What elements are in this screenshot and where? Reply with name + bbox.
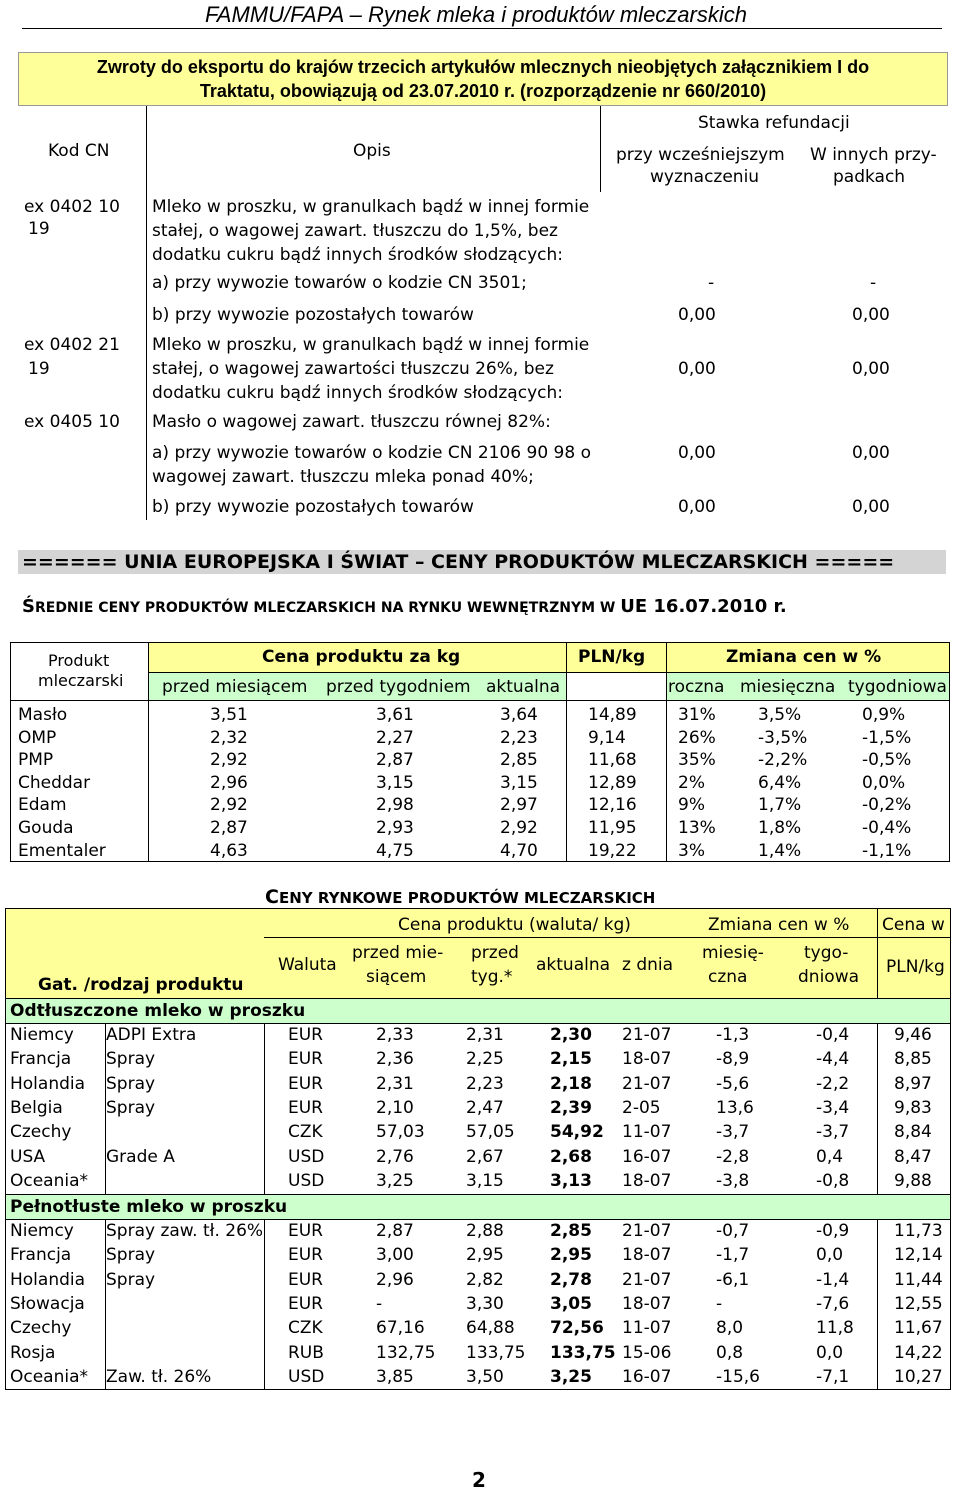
table-cell: 2,85 [500,750,538,771]
table-cell: 54,92 [550,1122,604,1143]
h-type: Gat. /rodzaj produktu [38,975,244,995]
table-cell: 3,30 [466,1293,504,1314]
refund-rate-b: 0,00 [852,443,890,463]
table-cell: 132,75 [376,1342,436,1363]
country-name: Francja [10,1245,72,1266]
table-cell: 16-07 [622,1366,672,1387]
table-cell: 2% [678,772,705,793]
table-cell: 2,78 [550,1269,592,1290]
table-cell: RUB [288,1342,324,1363]
table-cell: -0,8 [816,1170,850,1191]
table-cell: -3,7 [716,1122,750,1143]
table-cell: 2,32 [210,727,248,748]
table-cell: 2,15 [550,1049,592,1070]
table-cell: 3,85 [376,1366,414,1387]
table-cell: 21-07 [622,1025,672,1045]
table-cell: 2,92 [210,795,248,816]
table-cell: 2,98 [376,795,414,816]
table-cell: -2,2 [816,1073,850,1094]
h-market-change: Zmiana cen w % [708,915,850,935]
h-currency: Waluta [278,955,337,975]
h-m-week-2: tyg.* [471,967,513,987]
country-name: Oceania* [10,1366,89,1387]
table-cell: 3,15 [376,772,414,793]
table-cell: USD [288,1146,325,1167]
table-cell: 133,75 [466,1342,526,1363]
table-cell: 3,15 [466,1170,504,1191]
refund-desc: dodatku cukru bądź innych środków słodzących: [152,245,563,265]
table-cell: EUR [288,1049,323,1070]
table-cell: -3,5% [758,727,808,748]
h-m-weekly-1: tygo- [804,943,849,963]
table-cell: 72,56 [550,1318,604,1339]
avg-prices-title: ŚREDNIE CENY PRODUKTÓW MLECZARSKICH NA RYNKU WEWNĘTRZNYM W UE 16.07.2010 r. [22,596,787,617]
product-name: Masło [18,705,68,725]
table-cell: -5,6 [716,1073,750,1094]
table-cell: EUR [288,1221,323,1241]
table-cell: 35% [678,750,716,771]
table-cell: 3,61 [376,705,414,725]
refund-desc: Mleko w proszku, w granulkach bądź w innej formie [152,197,590,217]
table-cell: 57,05 [466,1122,515,1143]
refund-code: 19 [28,219,50,239]
table-cell: -0,2% [862,795,912,816]
table-cell: 2,96 [376,1269,414,1290]
table-cell: 11,67 [894,1318,943,1339]
h-m-monthly-2: czna [708,967,748,987]
h-now: aktualna [486,677,561,697]
table-cell: 2,97 [500,795,538,816]
refund-rate-b: 0,00 [852,305,890,325]
table-cell: 2,88 [466,1221,504,1241]
col-rate-header: Stawka refundacji [698,113,850,133]
avg-table-grid [10,642,950,862]
col-code-header: Kod CN [48,141,110,161]
h-year: roczna [668,677,725,697]
table-cell: 2,87 [376,1221,414,1241]
table-cell: Spray [106,1049,156,1070]
h-product-2: mleczarski [38,671,124,690]
table-cell: 0,9% [862,705,906,725]
refund-desc: stałej, o wagowej zawartości tłuszczu 26%, bez [152,359,554,379]
col-desc-header: Opis [353,141,391,161]
table-cell: 2,95 [550,1245,592,1266]
table-cell: -4,4 [816,1049,850,1070]
table-cell: 3% [678,840,705,861]
table-cell: 9,83 [894,1097,932,1118]
section-whole-powder: Pełnotłuste mleko w proszku [10,1197,288,1217]
refund-rate-a: 0,00 [678,497,716,517]
refund-desc: stałej, o wagowej zawart. tłuszczu do 1,5%, bez [152,221,558,241]
table-cell: -7,6 [816,1293,850,1314]
table-cell: -1,1% [862,840,912,861]
table-cell: Spray zaw. tł. 26% [106,1221,264,1241]
table-cell: -2,8 [716,1146,750,1167]
table-cell: EUR [288,1293,323,1314]
table-cell: 2,76 [376,1146,414,1167]
table-cell: 2,33 [376,1025,414,1045]
table-cell: 2,30 [550,1025,592,1045]
table-cell: CZK [288,1122,323,1143]
table-cell: 3,50 [466,1366,504,1387]
table-cell: 26% [678,727,716,748]
table-cell: 14,22 [894,1342,943,1363]
table-cell: 21-07 [622,1073,672,1094]
refund-title-box [18,52,948,106]
table-cell: 3,13 [550,1170,592,1191]
refund-desc: dodatku cukru bądź innych środków słodzących: [152,383,563,403]
table-cell: 3,15 [500,772,538,793]
h-week: przed tygodniem [326,677,471,697]
table-cell: 2,93 [376,818,414,838]
table-cell: 2,82 [466,1269,504,1290]
table-cell: -1,3 [716,1025,750,1045]
table-cell: -1,7 [716,1245,750,1266]
table-cell: 11,73 [894,1221,943,1241]
refund-desc: a) przy wywozie towarów o kodzie CN 3501; [152,273,527,293]
table-cell: 19,22 [588,840,637,861]
table-cell: 2,87 [376,750,414,771]
table-cell: -0,7 [716,1221,750,1241]
table-cell: 4,63 [210,840,248,861]
table-cell: 31% [678,705,716,725]
refund-code: 19 [28,359,50,379]
table-cell: 2,96 [210,772,248,793]
table-cell: 18-07 [622,1245,672,1266]
table-cell: CZK [288,1318,323,1339]
table-cell: 11,44 [894,1269,943,1290]
h-m-month-2: siącem [366,967,427,987]
table-cell: 21-07 [622,1269,672,1290]
table-cell: 6,4% [758,772,802,793]
refund-rate-a: - [708,273,715,293]
table-cell: - [716,1293,723,1314]
section-skim-powder: Odtłuszczone mleko w proszku [10,1001,306,1021]
table-cell: 11,8 [816,1318,854,1339]
table-cell: 64,88 [466,1318,515,1339]
h-price: Cena produktu za kg [262,647,461,667]
table-cell: 2,92 [210,750,248,771]
country-name: Słowacja [10,1293,85,1314]
table-cell: 2,95 [466,1245,504,1266]
table-cell: 3,25 [550,1366,592,1387]
table-cell: 2,31 [466,1025,504,1045]
table-cell: 3,64 [500,705,538,725]
table-cell: 2,10 [376,1097,414,1118]
table-cell: 11-07 [622,1318,672,1339]
table-cell: -3,7 [816,1122,850,1143]
table-cell: -2,2% [758,750,808,771]
table-cell: 2,67 [466,1146,504,1167]
table-cell: 16-07 [622,1146,672,1167]
table-cell: -7,1 [816,1366,850,1387]
refund-rate-b: 0,00 [852,497,890,517]
table-cell: Zaw. tł. 26% [106,1366,212,1387]
col-rate-a-2: wyznaczeniu [650,167,760,187]
h-m-weekly-2: dniowa [798,967,860,987]
table-cell: 2,25 [466,1049,504,1070]
table-cell: 2-05 [622,1097,661,1118]
table-cell: 18-07 [622,1170,672,1191]
table-cell: -3,8 [716,1170,750,1191]
col-rate-b-2: padkach [833,167,906,187]
page-number: 2 [472,1468,486,1492]
product-name: Edam [18,795,67,816]
table-cell: -15,6 [716,1366,760,1387]
table-cell: 2,68 [550,1146,592,1167]
table-cell: 18-07 [622,1049,672,1070]
refund-rate-b: - [870,273,877,293]
table-cell: Spray [106,1269,156,1290]
table-cell: 0,0 [816,1342,844,1363]
header-rule [22,28,942,29]
h-m-week-1: przed [471,943,519,963]
refund-rate-a: 0,00 [678,305,716,325]
table-cell: EUR [288,1245,323,1266]
table-cell: USD [288,1170,325,1191]
country-name: Belgia [10,1097,63,1118]
refund-desc: wagowej zawart. tłuszczu mleka ponad 40%; [152,467,534,487]
table-cell: -1,4 [816,1269,850,1290]
table-cell: Spray [106,1073,156,1094]
table-cell: 2,27 [376,727,414,748]
h-product-1: Produkt [48,651,110,670]
refund-desc: b) przy wywozie pozostałych towarów [152,497,474,517]
table-cell: 13% [678,818,716,838]
country-name: Niemcy [10,1025,74,1045]
table-cell: 11,95 [588,818,637,838]
refund-title-line1: Zwroty do eksportu do krajów trzecich artykułów mlecznych nieobjętych załącznikiem I do [96,57,870,77]
table-cell: EUR [288,1097,323,1118]
h-m-monthly-1: miesię- [702,943,764,963]
table-cell: ADPI Extra [106,1025,197,1045]
table-cell: 12,55 [894,1293,943,1314]
table-cell: 11,68 [588,750,637,771]
refund-rate-b: 0,00 [852,359,890,379]
h-change: Zmiana cen w % [726,647,882,667]
table-cell: 3,5% [758,705,802,725]
table-cell: -6,1 [716,1269,750,1290]
table-cell: 8,0 [716,1318,744,1339]
table-cell: 0,4 [816,1146,844,1167]
product-name: Cheddar [18,772,91,793]
table-cell: -3,4 [816,1097,850,1118]
country-name: Holandia [10,1073,86,1094]
table-cell: 9,88 [894,1170,932,1191]
table-cell: -0,4 [816,1025,850,1045]
refund-desc: Mleko w proszku, w granulkach bądź w innej formie [152,335,590,355]
table-cell: 57,03 [376,1122,425,1143]
table-cell: 0,0 [816,1245,844,1266]
refund-title-line2: Traktatu, obowiązują od 23.07.2010 r. (rozporządzenie nr 660/2010) [199,81,767,101]
table-cell: 0,0% [862,772,906,793]
country-name: Francja [10,1049,72,1070]
avg-prices-table [10,642,950,862]
refund-desc: b) przy wywozie pozostałych towarów [152,305,474,325]
table-cell: 12,14 [894,1245,943,1266]
table-cell: 2,39 [550,1097,592,1118]
table-cell: 10,27 [894,1366,943,1387]
h-m-now: aktualna [536,955,611,975]
table-cell: 2,92 [500,818,538,838]
table-cell: 21-07 [622,1221,672,1241]
table-cell: Grade A [106,1146,175,1167]
table-cell: 2,85 [550,1221,592,1241]
country-name: Czechy [10,1122,72,1143]
table-cell: 4,70 [500,840,538,861]
table-cell: 1,4% [758,840,802,861]
h-monthly: miesięczna [740,677,836,697]
h-month: przed miesiącem [162,677,308,697]
h-market-pln-2: PLN/kg [886,957,945,977]
table-cell: -0,4% [862,818,912,838]
table-cell: 14,89 [588,705,637,725]
table-cell: 3,00 [376,1245,414,1266]
table-cell: -0,9 [816,1221,850,1241]
table-cell: 9% [678,795,705,816]
country-name: USA [10,1146,46,1167]
country-name: Rosja [10,1342,56,1363]
table-cell: 2,36 [376,1049,414,1070]
table-cell: 12,16 [588,795,637,816]
product-name: PMP [18,750,54,771]
product-name: Ementaler [18,840,106,861]
table-cell: 8,84 [894,1122,932,1143]
refund-desc: Masło o wagowej zawart. tłuszczu równej 82%: [152,412,551,432]
market-prices-title: CENY RYNKOWE PRODUKTÓW MLECZARSKICH [265,886,656,908]
table-cell: 9,14 [588,727,626,748]
table-cell: 11-07 [622,1122,672,1143]
table-cell: 2,47 [466,1097,504,1118]
h-m-date: z dnia [622,955,674,975]
h-market-pln-1: Cena w [882,915,945,935]
table-cell: 0,8 [716,1342,744,1363]
h-market-price: Cena produktu (waluta/ kg) [398,915,631,935]
refund-code: ex 0402 21 [24,335,120,355]
country-name: Czechy [10,1318,72,1339]
market-prices-table [5,908,951,1390]
table-cell: 13,6 [716,1097,754,1118]
table-cell: 3,51 [210,705,248,725]
table-cell: 2,23 [466,1073,504,1094]
table-cell: -0,5% [862,750,912,771]
table-cell: -1,5% [862,727,912,748]
section-banner: ====== UNIA EUROPEJSKA I ŚWIAT – CENY PRODUKTÓW MLECZARSKICH ===== [18,550,946,574]
country-name: Holandia [10,1269,86,1290]
table-cell: -8,9 [716,1049,750,1070]
table-cell: 8,47 [894,1146,932,1167]
h-weekly: tygodniowa [848,677,947,697]
product-name: OMP [18,727,57,748]
table-cell: USD [288,1366,325,1387]
table-cell: 9,46 [894,1025,932,1045]
table-cell: 3,05 [550,1293,592,1314]
table-cell: 2,23 [500,727,538,748]
table-cell: 15-06 [622,1342,672,1363]
table-cell: 8,85 [894,1049,932,1070]
table-cell: EUR [288,1269,323,1290]
table-cell: EUR [288,1025,323,1045]
refund-code: ex 0402 10 [24,197,120,217]
table-cell: - [376,1293,383,1314]
table-cell: 4,75 [376,840,414,861]
refund-rate-a: 0,00 [678,443,716,463]
refund-code: ex 0405 10 [24,412,120,432]
h-m-month-1: przed mie- [352,943,444,963]
table-cell: Spray [106,1245,156,1266]
table-cell: 1,7% [758,795,802,816]
product-name: Gouda [18,818,74,838]
table-cell: 2,87 [210,818,248,838]
col-rate-b-1: W innych przy- [810,145,937,165]
table-cell: 67,16 [376,1318,425,1339]
refund-desc: a) przy wywozie towarów o kodzie CN 2106 90 98 o [152,443,591,463]
page-header: FAMMU/FAPA – Rynek mleka i produktów mleczarskich [205,2,747,27]
table-cell: 12,89 [588,772,637,793]
refund-rate-a: 0,00 [678,359,716,379]
table-cell: 1,8% [758,818,802,838]
table-cell: 133,75 [550,1342,616,1363]
col-rate-a-1: przy wcześniejszym [616,145,785,165]
refund-table [18,104,946,522]
country-name: Oceania* [10,1170,89,1191]
table-cell: 2,18 [550,1073,592,1094]
table-cell: Spray [106,1097,156,1118]
country-name: Niemcy [10,1221,74,1241]
table-cell: 2,31 [376,1073,414,1094]
table-cell: 3,25 [376,1170,414,1191]
h-pln: PLN/kg [578,647,646,667]
table-cell: EUR [288,1073,323,1094]
table-cell: 18-07 [622,1293,672,1314]
table-cell: 8,97 [894,1073,932,1094]
